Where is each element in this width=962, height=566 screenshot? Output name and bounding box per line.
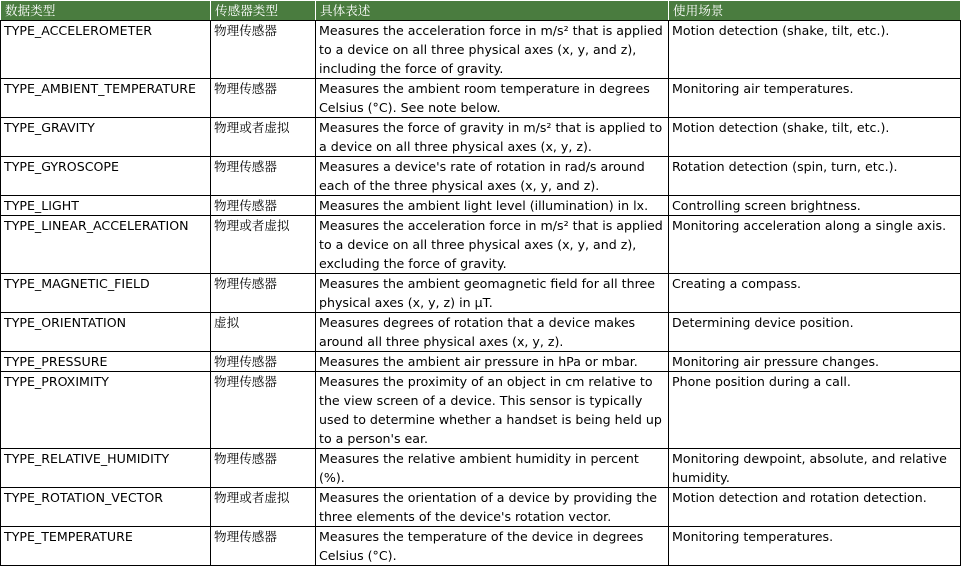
sensor-cell: 物理传感器 [211, 157, 316, 196]
header-row [1, 1, 961, 21]
use-case-cell: Monitoring air temperatures. [669, 79, 961, 118]
sensor-cell: 虚拟 [211, 313, 316, 352]
column-header-description: 具体表述 [316, 1, 669, 21]
table-row [1, 157, 961, 196]
table-row [1, 118, 961, 157]
use-case-cell: Phone position during a call. [669, 372, 961, 449]
use-case-cell: Monitoring air pressure changes. [669, 352, 961, 372]
type-cell: TYPE_PRESSURE [1, 352, 211, 372]
description-cell: Measures the ambient air pressure in hPa or mbar. [316, 352, 669, 372]
table-row [1, 216, 961, 274]
sensor-cell: 物理传感器 [211, 79, 316, 118]
use-case-cell: Rotation detection (spin, turn, etc.). [669, 157, 961, 196]
description-cell: Measures the acceleration force in m/s² that is applied to a device on all three physical axes (x, y, and z), including the force of gravity. [316, 21, 669, 79]
description-cell: Measures the temperature of the device in degrees Celsius (°C). [316, 527, 669, 566]
description-cell: Measures the orientation of a device by providing the three elements of the device's rotation vector. [316, 488, 669, 527]
table-row [1, 79, 961, 118]
sensor-cell: 物理传感器 [211, 21, 316, 79]
table-row [1, 372, 961, 449]
use-case-cell: Motion detection (shake, tilt, etc.). [669, 118, 961, 157]
table-row [1, 527, 961, 566]
type-cell: TYPE_ORIENTATION [1, 313, 211, 352]
sensor-cell: 物理传感器 [211, 372, 316, 449]
type-cell: TYPE_ACCELEROMETER [1, 21, 211, 79]
description-cell: Measures the proximity of an object in cm relative to the view screen of a device. This sensor is typically used to determine whether a handset is being held up to a person's ear. [316, 372, 669, 449]
table-row [1, 21, 961, 79]
table-row [1, 274, 961, 313]
column-header-use-case: 使用场景 [669, 1, 961, 21]
type-cell: TYPE_LIGHT [1, 196, 211, 216]
type-cell: TYPE_AMBIENT_TEMPERATURE [1, 79, 211, 118]
use-case-cell: Controlling screen brightness. [669, 196, 961, 216]
table-row [1, 313, 961, 352]
type-cell: TYPE_PROXIMITY [1, 372, 211, 449]
use-case-cell: Monitoring temperatures. [669, 527, 961, 566]
type-cell: TYPE_ROTATION_VECTOR [1, 488, 211, 527]
sensor-cell: 物理或者虚拟 [211, 118, 316, 157]
description-cell: Measures the relative ambient humidity in percent (%). [316, 449, 669, 488]
sensor-cell: 物理传感器 [211, 196, 316, 216]
type-cell: TYPE_LINEAR_ACCELERATION [1, 216, 211, 274]
description-cell: Measures the ambient light level (illumination) in lx. [316, 196, 669, 216]
description-cell: Measures the force of gravity in m/s² that is applied to a device on all three physical axes (x, y, z). [316, 118, 669, 157]
sensor-cell: 物理传感器 [211, 352, 316, 372]
type-cell: TYPE_GYROSCOPE [1, 157, 211, 196]
sensor-cell: 物理传感器 [211, 274, 316, 313]
use-case-cell: Motion detection and rotation detection. [669, 488, 961, 527]
sensor-cell: 物理或者虚拟 [211, 488, 316, 527]
type-cell: TYPE_RELATIVE_HUMIDITY [1, 449, 211, 488]
type-cell: TYPE_TEMPERATURE [1, 527, 211, 566]
table-row [1, 196, 961, 216]
description-cell: Measures the ambient room temperature in degrees Celsius (°C). See note below. [316, 79, 669, 118]
use-case-cell: Monitoring acceleration along a single axis. [669, 216, 961, 274]
table-row [1, 488, 961, 527]
use-case-cell: Monitoring dewpoint, absolute, and relative humidity. [669, 449, 961, 488]
description-cell: Measures the acceleration force in m/s² that is applied to a device on all three physical axes (x, y, and z), excluding the force of gravity. [316, 216, 669, 274]
column-header-data-type: 数据类型 [1, 1, 211, 21]
description-cell: Measures a device's rate of rotation in rad/s around each of the three physical axes (x, y, and z). [316, 157, 669, 196]
use-case-cell: Motion detection (shake, tilt, etc.). [669, 21, 961, 79]
type-cell: TYPE_MAGNETIC_FIELD [1, 274, 211, 313]
sensor-cell: 物理或者虚拟 [211, 216, 316, 274]
column-header-sensor-type: 传感器类型 [211, 1, 316, 21]
use-case-cell: Creating a compass. [669, 274, 961, 313]
sensor-cell: 物理传感器 [211, 527, 316, 566]
description-cell: Measures degrees of rotation that a device makes around all three physical axes (x, y, z). [316, 313, 669, 352]
type-cell: TYPE_GRAVITY [1, 118, 211, 157]
use-case-cell: Determining device position. [669, 313, 961, 352]
table-row [1, 449, 961, 488]
description-cell: Measures the ambient geomagnetic field for all three physical axes (x, y, z) in μT. [316, 274, 669, 313]
sensor-cell: 物理传感器 [211, 449, 316, 488]
table-row [1, 352, 961, 372]
